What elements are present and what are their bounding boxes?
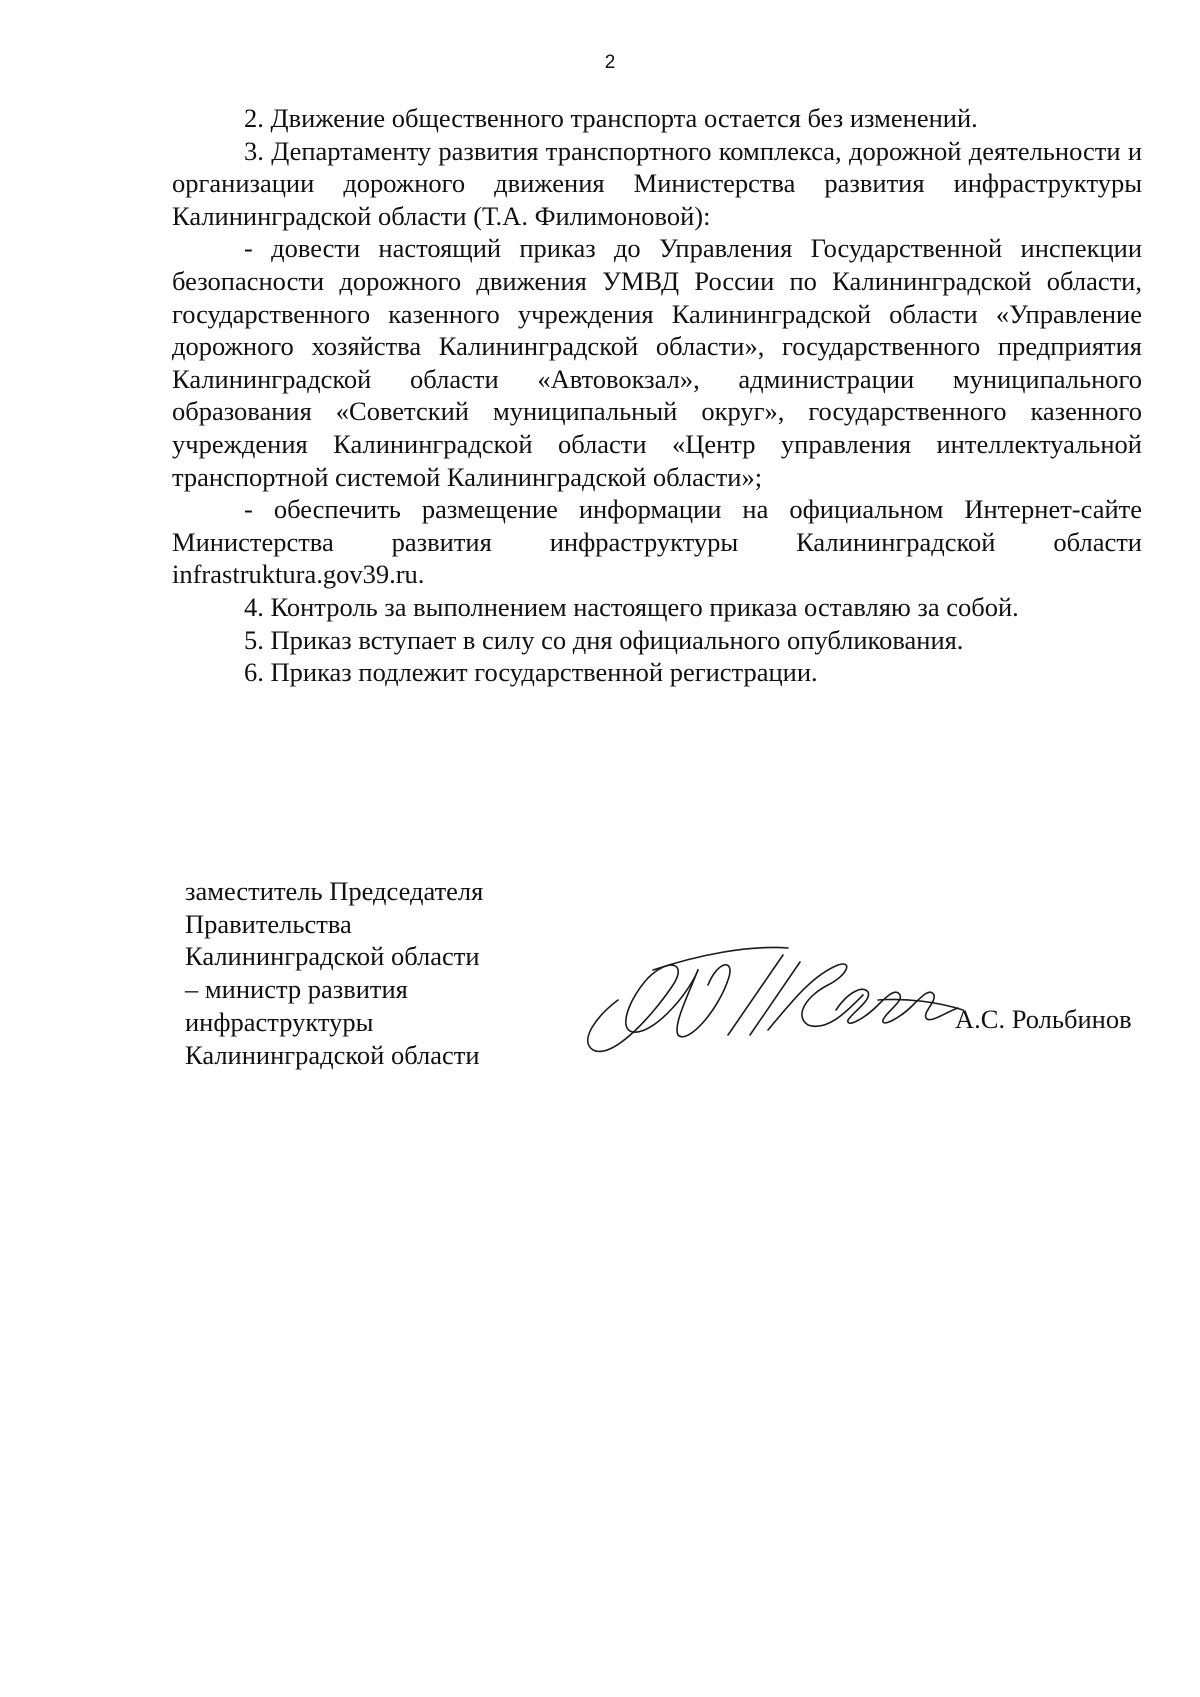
paragraph-control: 4. Контроль за выполнением настоящего приказа оставляю за собой. bbox=[244, 591, 1019, 622]
signatory-title bbox=[185, 875, 545, 1071]
page-number: 2 bbox=[604, 52, 616, 73]
paragraph-registration: 6. Приказ подлежит государственной регистрации. bbox=[244, 657, 818, 688]
handwritten-signature bbox=[578, 940, 978, 1060]
paragraph-department-instructions: 3. Департаменту развития транспортного комплекса, дорожной деятельности и организации дорожного движения Министерства развития инфраструктуры Калининградской области (Т.А. Филимоновой): bbox=[172, 135, 1142, 231]
paragraph-effective-date: 5. Приказ вступает в силу со дня официального опубликования. bbox=[244, 624, 964, 655]
paragraph-public-transport: 2. Движение общественного транспорта остается без изменений. bbox=[244, 103, 978, 133]
signatory-title-line: Калининградской области bbox=[185, 941, 480, 972]
order-body bbox=[172, 102, 1142, 689]
signatory-title-line: заместитель Председателя bbox=[185, 876, 484, 906]
paragraph-publish-info: - обеспечить размещение информации на официальном Интернет-сайте Министерства развития инфраструктуры Калининградской области infrastruktura.gov39.ru. bbox=[172, 494, 1142, 590]
signatory-name: А.С. Рольбинов bbox=[955, 1004, 1132, 1034]
paragraph-deliver-order: - довести настоящий приказ до Управления Государственной инспекции безопасности дорожного движения УМВД России по Калининградской области, государственного казенного учреждения Калининградской области «Управление дорожного хозяйства Калининградской области», государственного предприятия Калининградской области «Автовокзал», администрации муниципального образования «Советский муниципальный округ», государственного казенного учреждения Калининградской области «Центр управления интеллектуальной транспортной системой Калининградской области»; bbox=[172, 233, 1142, 492]
signatory-title-line: инфраструктуры bbox=[185, 1006, 374, 1037]
signatory-title-line: Правительства bbox=[185, 908, 352, 939]
signatory-title-line: – министр развития bbox=[185, 974, 408, 1005]
signatory-title-line: Калининградской области bbox=[185, 1039, 480, 1070]
